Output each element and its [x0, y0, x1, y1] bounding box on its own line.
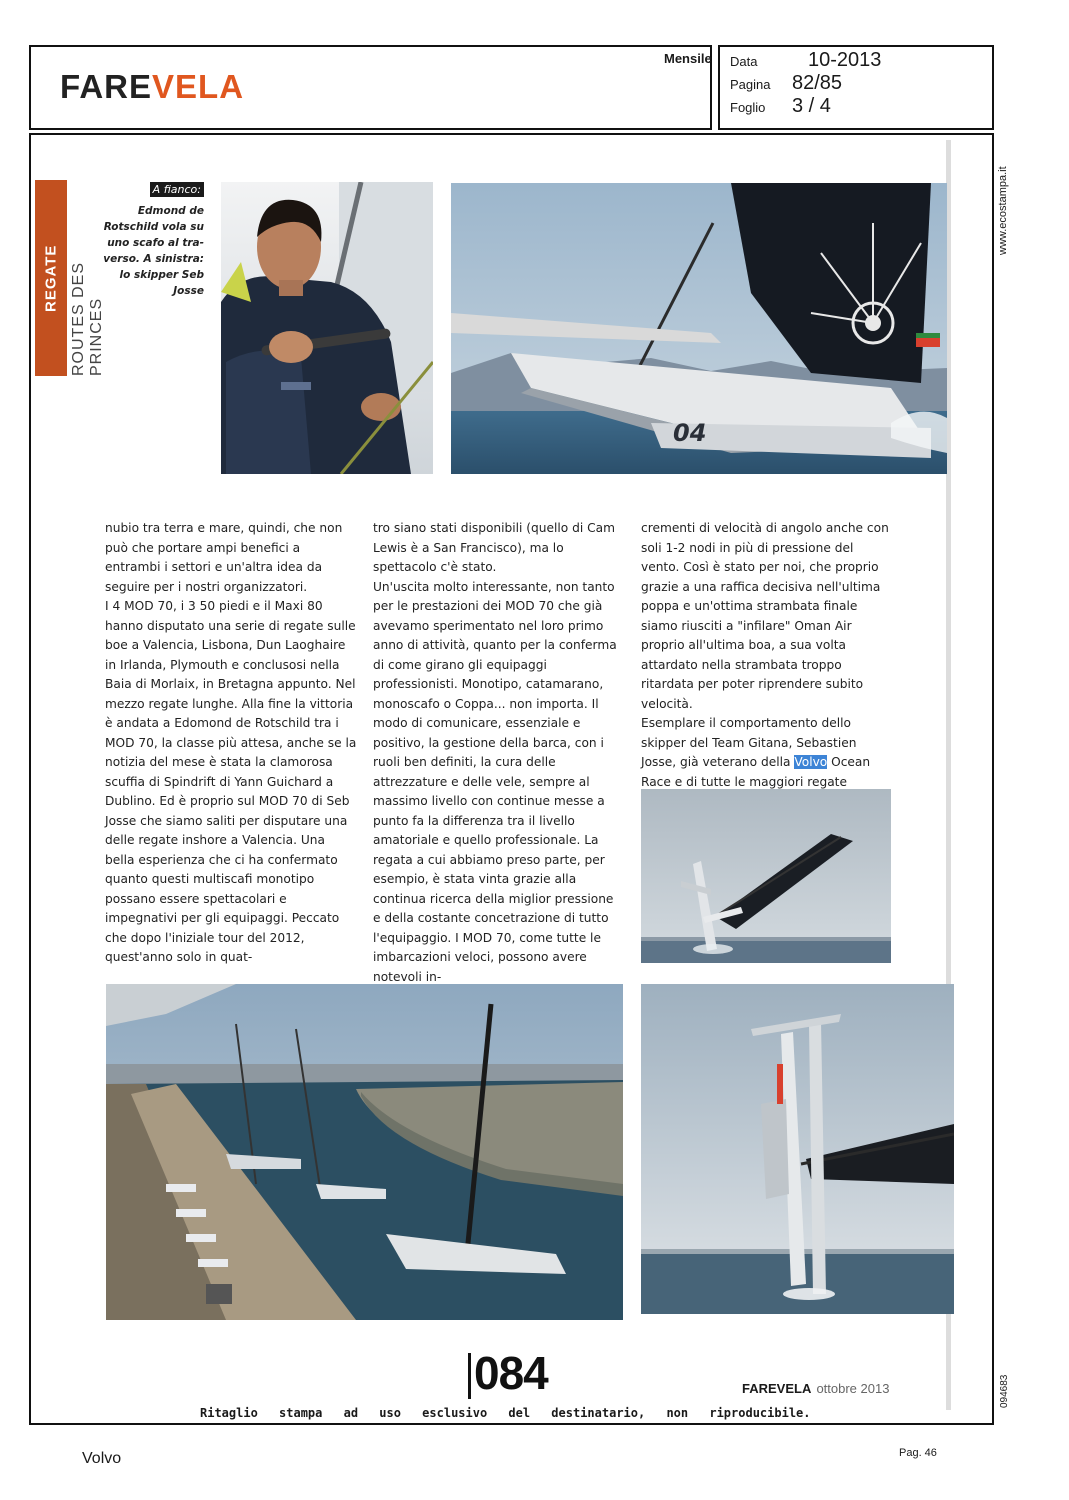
data-label: Data	[730, 54, 758, 69]
text-column-3	[641, 519, 895, 812]
disclaimer: Ritaglio stampa ad uso esclusivo del destinatario, non riproducibile.	[200, 1406, 811, 1420]
text-column-1	[105, 519, 358, 968]
foglio-label: Foglio	[730, 100, 766, 115]
paragraph-text: Ocean Race e di tutte le maggiori regate	[641, 755, 871, 789]
footer-issue: ottobre 2013	[816, 1381, 890, 1396]
paragraph: tro siano stati disponibili (quello di Cam Lewis è a San Francisco), ma lo spettacolo c'è stato.	[373, 521, 615, 574]
logo-part-vela: VELA	[152, 68, 245, 105]
paragraph: nubio tra terra e mare, quindi, che non può che portare ampi benefici a entrambi i settori e un'altra idea da seguire per i nostri organizzatori.	[105, 521, 343, 594]
caption-block	[100, 178, 204, 299]
magazine-logo	[60, 68, 244, 106]
section-tag: REGATE	[35, 180, 67, 376]
text-column-2	[373, 519, 623, 987]
skipper-portrait-photo	[221, 182, 433, 474]
paragraph: Un'uscita molto interessante, non tanto per le prestazioni dei MOD 70 che già avevamo sperimentato nel loro primo anno di attività, quanto per la conferma di come girano gli equipaggi professionisti. Monotipo, catamarano, monoscafo o Coppa... non importa. Il modo di comunicare, essenziale e positivo, la gestione della barca, con i ruoli ben definiti, la cura delle attrezzature e delle vele, sempre al massimo livello con continue messe a punto fa la differenza tra il livello amatoriale e quello professionale. La regata a cui abbiamo preso parte, per esempio, è stata vinta grazie alla continua ricerca della miglior pressione e della costante concetrazione di tutto l'equipaggio. I MOD 70, come tutte le imbarcazioni veloci, possono avere notevoli in-	[373, 579, 617, 984]
trimaran-vertical-photo	[641, 984, 954, 1314]
bottom-page: Pag. 46	[899, 1447, 937, 1459]
paragraph-text: Esemplare il comportamento dello skipper del Team Gitana, Sebastien Josse, già veterano della	[641, 716, 857, 769]
trimaran-flying-photo	[451, 183, 947, 474]
caption-text: Edmond de Rotschild vola su uno scafo al tra- verso. A sinistra: lo skipper Seb Josse	[103, 205, 204, 297]
pagina-value: 82/85	[792, 72, 843, 94]
side-url: www.ecostampa.it	[997, 166, 1009, 255]
footer-brand-line	[742, 1378, 889, 1397]
pagina-label: Pagina	[730, 77, 771, 92]
page-number-bar	[468, 1353, 471, 1399]
logo-part-fare: FARE	[60, 68, 153, 105]
paragraph: crementi di velocità di angolo anche con soli 1-2 nodi in più di pressione del vento. Così è stato per noi, che proprio grazie a una raffica decisiva nell'ultima poppa e un'ottima strambata finale siamo riusciti a "infilare" Oman Air proprio all'ultima boa, a sua volta attardato nella strambata troppo ritardata per poter riprendere subito velocità.	[641, 521, 889, 711]
bottom-keyword: Volvo	[82, 1450, 122, 1467]
boat-number: 04	[673, 419, 707, 447]
caption-tag: A fianco:	[150, 182, 204, 197]
page-number: 084	[474, 1347, 548, 1399]
side-code: 094683	[999, 1374, 1010, 1408]
paragraph: I 4 MOD 70, i 3 50 piedi e il Maxi 80 hanno disputato una serie di regate sulle boe a Valencia, Lisbona, Dun Laoghaire in Irlanda, Plymouth e conclusosi nella Baia di Morlaix, in Bretagna appunto. Nel mezzo regate lunghe. Alla fine la vittoria è andata a Edomond de Rotschild tra i MOD 70, la classe più attesa, anche se la notizia del mese è stata la clamorosa scuffia di Spindrift di Yann Guichard a Dublino. Ed è proprio sul MOD 70 di Seb Josse che siamo saliti per disputare una delle regate inshore a Valencia. Una bella esperienza che ci ha confermato quanto questi multiscafi monotipo possano essere spettacolari e impegnativi per gli equipaggi. Peccato che dopo l'iniziale tour del 2012, quest'anno solo in quat-	[105, 599, 357, 964]
trimaran-capsizing-photo	[641, 789, 891, 963]
search-highlight: Volvo	[794, 755, 828, 769]
frequency-label: Mensile	[664, 51, 712, 66]
harbor-view-photo	[106, 984, 623, 1320]
section-subtitle: ROUTES DES PRINCES	[70, 261, 105, 376]
foglio-value: 3 / 4	[792, 95, 831, 117]
footer-brand: FAREVELA	[742, 1381, 812, 1396]
data-value: 10-2013	[808, 49, 882, 71]
